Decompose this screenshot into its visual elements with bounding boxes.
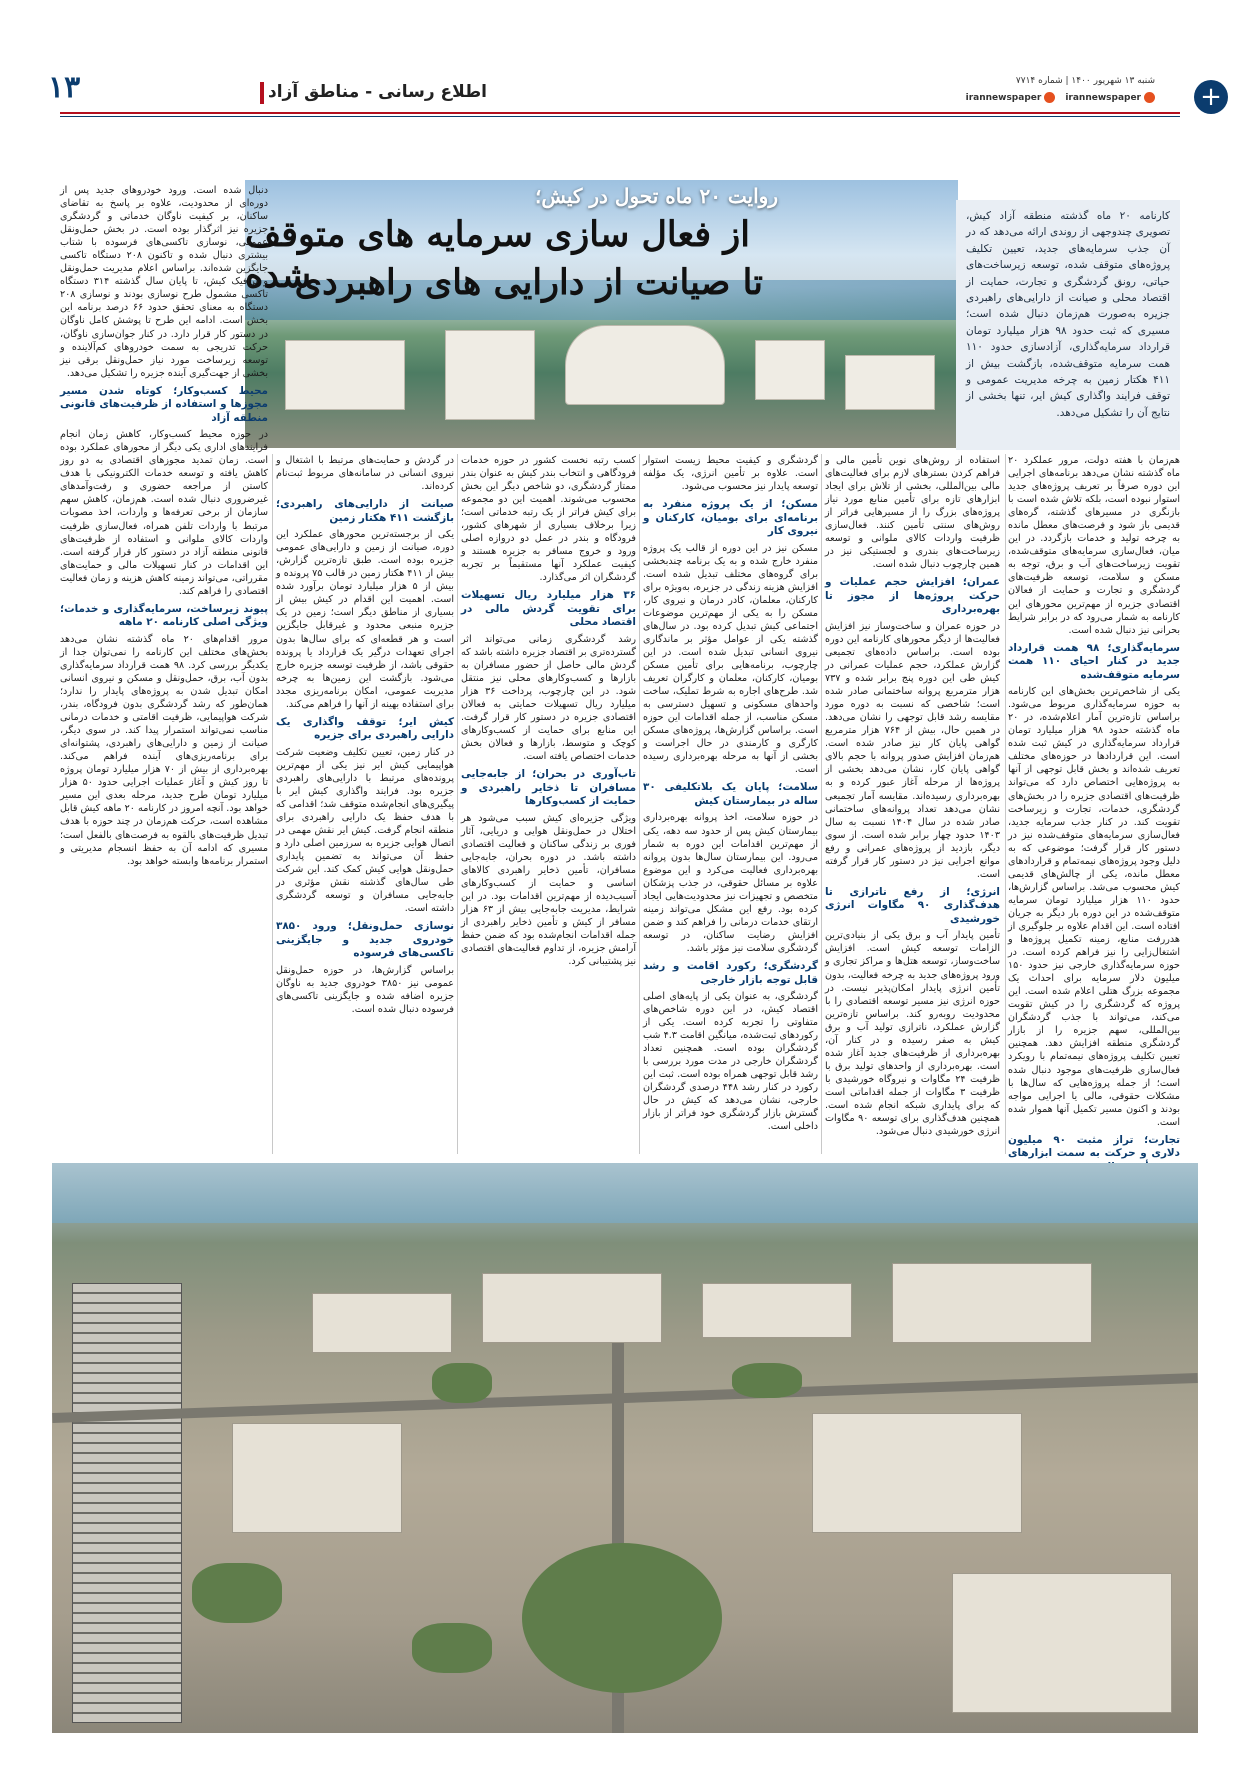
header-rule-blue <box>60 116 1180 117</box>
subheading: انرژی؛ از رفع ناترازی تا هدف‌گذاری ۹۰ مگاوات انرژی خورشیدی <box>825 885 1000 925</box>
paragraph: در گردش و حمایت‌های مرتبط با اشتغال و نیروی انسانی در سامانه‌های مربوط ثبت‌نام کرده‌اند. <box>276 455 454 493</box>
paragraph: مرور اقدام‌های ۲۰ ماه گذشته نشان می‌دهد بخش‌های مختلف این کارنامه را نمی‌توان جدا از یکدیگر بررسی کرد. ۹۸ همت قرارداد سرمایه‌گذاری بدون آب، برق، حمل‌ونقل و مسکن و نیروی انسانی امکان تبدیل شدن به پروژه‌های پایدار را ندارد؛ همان‌طور که رشد گردشگری بدون فرودگاه، بندر، شرکت هواپیمایی، ظرفیت اقامتی و خدمات درمانی مناسب نمی‌تواند استمرار پیدا کند. در سوی دیگر، صیانت از زمین و دارایی‌های راهبردی، پشتوانه‌ای برای برنامه‌ریزی‌های آینده فراهم می‌کند. بهره‌برداری از بیش از ۷۰ هزار میلیارد تومان پروژه تا روز کیش و آغاز عملیات اجرایی حدود ۵۰ هزار میلیارد تومان طرح جدید، مرحله بعدی این مسیر خواهد بود. آنچه امروز در کارنامه ۲۰ ماهه کیش قابل مشاهده است، حرکت هم‌زمان در چند حوزه با هدف تبدیل ظرفیت‌های بالقوه به فرصت‌های بالفعل است؛ مسیری که ادامه آن به حفظ انسجام مدیریتی و استمرار برنامه‌ها وابسته خواهد بود. <box>60 633 269 867</box>
hero-building <box>285 340 405 410</box>
paragraph: هم‌زمان با هفته دولت، مرور عملکرد ۲۰ ماه گذشته نشان می‌دهد برنامه‌های اجرایی این دوره صرفاً بر تعریف پروژه‌های جدید استوار نبوده است، بلکه تلاش شده است با بازنگری در مسیرهای گذشته، گره‌های قدیمی باز شود و فرصت‌های معطل مانده به چرخه تولید و خدمات بازگردد. در این میان، فعال‌سازی سرمایه‌های متوقف‌شده، تقویت زیرساخت‌های آب و برق، توجه به مسکن و سلامت، توسعه ظرفیت‌های گردشگری و تجارت و حمایت از فعالان اقتصادی جزیره از مهم‌ترین محورهای این کارنامه به شمار می‌رود که در برابر شرایط بحرانی نیز دنبال شده است. <box>1008 455 1180 636</box>
city-aerial-photo <box>52 1163 1198 1733</box>
article-column-4 <box>461 454 636 1154</box>
city-block <box>952 1573 1172 1713</box>
paragraph: در حوزه عمران و ساخت‌وساز نیز افزایش فعالیت‌ها از دیگر محورهای کارنامه این دوره بوده است. براساس داده‌های تجمیعی گزارش عملکرد، حجم عملیات عمرانی در کیش طی این دوره پنج برابر شده و ۷۳۷ هزار مترمربع پروانه ساختمانی صادر شده است؛ شاخصی که نسبت به دوره مورد مقایسه رشد قابل توجهی را نشان می‌دهد. در همین حال، بیش از ۷۶۴ هزار مترمربع گواهی پایان کار نیز صادر شده است. هم‌زمان افزایش صدور پروانه با حجم بالای گواهی پایان کار، نشان می‌دهد بخشی از پروژه‌ها از مرحله آغاز عبور کرده و به بهره‌برداری رسیده‌اند. مقایسه آمار تجمیعی نشان می‌دهد تعداد پروانه‌های ساختمانی صادر شده در سال ۱۴۰۴ نسبت به سال ۱۴۰۳ حدود چهار برابر شده است. از سوی دیگر، بازدید از پروژه‌های عمرانی و رفع موانع اجرایی نیز در دستور کار قرار گرفته است. <box>825 620 1000 880</box>
city-block <box>482 1273 662 1343</box>
subheading: گردشگری؛ رکورد اقامت و رشد قابل توجه بازار خارجی <box>643 960 818 986</box>
hero-building <box>845 355 935 410</box>
paragraph: در حوزه سلامت، اخذ پروانه بهره‌برداری بیمارستان کیش پس از حدود سه دهه، یکی از مهم‌ترین اقدامات این دوره به شمار می‌رود. این بیمارستان سال‌ها بدون پروانه بهره‌برداری فعالیت می‌کرد و این موضوع علاوه بر مسائل حقوقی، در جذب پزشکان متخصص و تجهیزات نیز محدودیت‌هایی ایجاد کرده بود. رفع این مشکل می‌تواند زمینه ارتقای خدمات درمانی را فراهم کند و ضمن افزایش رضایت ساکنان، در توسعه گردشگری سلامت نیز مؤثر باشد. <box>643 812 818 954</box>
tree-cluster <box>192 1563 282 1623</box>
article-column-3 <box>643 454 818 1154</box>
city-block <box>232 1423 402 1533</box>
paragraph: دنبال شده است. ورود خودروهای جدید پس از دوره‌ای از محدودیت، علاوه بر پاسخ به تقاضای ساکنان، بر کیفیت ناوگان خدماتی و گردشگری جزیره نیز اثرگذار بوده است. در بخش حمل‌ونقل عمومی، نوسازی تاکسی‌های فرسوده با شتاب بیشتری دنبال شده و تاکنون ۲۰۸ دستگاه تاکسی جایگزین شده‌اند. براساس اعلام مدیریت حمل‌ونقل و ترافیک کیش، تا پایان سال گذشته ۳۱۴ دستگاه تاکسی مشمول طرح نوسازی بودند و نوسازی ۲۰۸ دستگاه به معنای تحقق حدود ۶۶ درصد برنامه این بخش است. ادامه این طرح تا پوشش کامل ناوگان در دستور کار قرار دارد. در کنار جوان‌سازی ناوگان، حرکت تدریجی به سمت خودروهای کم‌آلاینده و توسعه زیرساخت مورد نیاز حمل‌ونقل برقی نیز بخشی از جهت‌گیری آینده جزیره را تشکیل می‌دهد. <box>60 185 269 379</box>
article-kicker: روایت ۲۰ ماه تحول در کیش؛ <box>535 184 778 208</box>
subheading: محیط کسب‌وکار؛ کوتاه شدن مسیر مجوزها و استفاده از ظرفیت‌های قانونی منطقه آزاد <box>60 384 268 424</box>
article-title-line1: از فعال سازی سرمایه های متوقف شده <box>245 214 750 296</box>
instagram-icon <box>1144 92 1155 103</box>
subheading: تجارت؛ تراز مثبت ۹۰ میلیون دلاری و حرکت به سمت ابزارهای <box>1008 1133 1180 1160</box>
city-block <box>312 1293 452 1353</box>
paragraph: رشد گردشگری زمانی می‌تواند اثر گسترده‌تری بر اقتصاد جزیره داشته باشد که گردش مالی حاصل از حضور مسافران به بازارها و کسب‌وکارهای محلی نیز منتقل شود. در این چارچوب، پرداخت ۳۶ هزار میلیارد ریال تسهیلات حمایتی به فعالان اقتصادی جزیره در دستور کار قرار گرفت. این منابع برای حمایت از کسب‌وکارهای کوچک و متوسط، بازارها و فعالان بخش خدمات اختصاص یافته است. <box>461 633 636 763</box>
paragraph: استفاده از روش‌های نوین تأمین مالی و فراهم کردن بسترهای لازم برای فعالیت‌های مالی بین‌المللی، بخشی از تلاش برای ایجاد ابزارهای تازه برای تأمین منابع مورد نیاز پروژه‌های بزرگ را از مسیرهایی فراتر از روش‌های سنتی تأمین کنند. فعال‌سازی ظرفیت واردات کالای ملوانی و توسعه زیرساخت‌های بندری و لجستیکی نیز در همین چارچوب دنبال شده است. <box>825 455 1000 571</box>
city-block <box>812 1413 1022 1533</box>
paragraph: مسکن نیز در این دوره از قالب یک پروژه منفرد خارج شده و به یک برنامه چندبخشی برای گروه‌های مختلف تبدیل شده است. افزایش هزینه زندگی در جزیره، به‌ویژه برای کارکنان، معلمان، کادر درمان و نیروی کار، مسکن را به یکی از مهم‌ترین موضوعات اجتماعی کیش تبدیل کرده بود. در سال‌های گذشته یکی از عوامل مؤثر بر ماندگاری نیروی انسانی تبدیل شده است. در این چارچوب، برنامه‌هایی برای تأمین مسکن بومیان، کارکنان، معلمان و کارگران تعریف شد. طرح‌های اجاره به شرط تملیک، ساخت واحدهای مسکونی و تسهیل دسترسی به مسکن مناسب، از جمله اقدامات این حوزه است. براساس گزارش‌ها، پروژه‌های مسکن کارگری و کارمندی در حال اجراست و بخشی از آنها به مرحله بهره‌برداری رسیده است. <box>643 542 818 776</box>
paragraph: یکی از شاخص‌ترین بخش‌های این کارنامه به حوزه سرمایه‌گذاری مربوط می‌شود. براساس تازه‌ترین آمار اعلام‌شده، در ۲۰ ماه گذشته حدود ۹۸ هزار میلیارد تومان قرارداد سرمایه‌گذاری در کیش ثبت شده است. این قراردادها در حوزه‌های مختلف تعریف شده‌اند و بخش قابل توجهی از آنها به پروژه‌هایی اختصاص دارد که می‌تواند ظرفیت‌های اقتصادی جزیره را در بخش‌های گردشگری، خدمات، تجارت و زیرساخت تقویت کند. در کنار جذب سرمایه جدید، فعال‌سازی سرمایه‌های متوقف‌شده نیز در دستور کار قرار گرفت؛ موضوعی که به دلیل وجود پروژه‌های نیمه‌تمام و قراردادهای معطل مانده، یکی از چالش‌های قدیمی کیش محسوب می‌شد. براساس گزارش‌ها، حدود ۱۱۰ هزار میلیارد تومان سرمایه متوقف‌شده در این دوره بار دیگر به جریان افتاده است. این اقدام علاوه بر جلوگیری از هدررفت منابع، زمینه تکمیل پروژه‌ها و اشتغال‌زایی را نیز فراهم کرده است. در حوزه سرمایه‌گذاری خارجی نیز حدود ۱۵۰ میلیون دلار سرمایه برای احداث یک مجموعه بزرگ هتلی اعلام شده است. این پروژه که گردشگری را در کیش تقویت می‌کند، می‌تواند با جذب گردشگران بین‌المللی، سهم جزیره را از بازار گردشگری منطقه افزایش دهد. همچنین تعیین تکلیف پروژه‌های نیمه‌تمام با رویکرد فعال‌سازی ظرفیت‌های موجود دنبال شده است؛ از جمله پروژه‌هایی که سال‌ها با مشکلات حقوقی، مالی یا اجرایی مواجه بودند و اکنون مسیر تکمیل آنها هموار شده است. <box>1008 686 1181 1128</box>
social-handle-1[interactable]: irannewspaper <box>1065 92 1155 103</box>
paragraph: کسب رتبه نخست کشور در حوزه خدمات فرودگاهی و انتخاب بندر کیش به عنوان بندر ممتاز گردشگری، دو شاخص دیگر این بخش محسوب می‌شوند. اهمیت این دو مجموعه برای کیش فراتر از یک رتبه خدماتی است؛ زیرا برخلاف بسیاری از شهرهای کشور، فرودگاه و بندر در عمل دو دروازه اصلی ورود و خروج مسافر به جزیره هستند و کیفیت عملکرد آنها مستقیماً بر تجربه گردشگران اثر می‌گذارد. <box>461 455 636 584</box>
subheading: کیش ایر؛ توقف واگذاری یک دارایی راهبردی برای جزیره <box>276 715 454 742</box>
city-block <box>702 1283 852 1338</box>
article-column-1 <box>1008 454 1181 1160</box>
city-road <box>52 1373 1198 1423</box>
tree-cluster <box>732 1363 802 1398</box>
paragraph: براساس گزارش‌ها، در حوزه حمل‌ونقل عمومی نیز ۳۸۵۰ خودروی جدید به ناوگان جزیره اضافه شده و جایگزینی تاکسی‌های فرسوده دنبال شده است. <box>276 964 454 1016</box>
header-rule-red <box>60 112 1180 114</box>
section-title: اطلاع رسانی - مناطق آزاد <box>268 82 487 102</box>
column-divider <box>272 454 273 1154</box>
hero-photo <box>245 180 958 448</box>
paragraph: ویژگی جزیره‌ای کیش سبب می‌شود هر اختلال در حمل‌ونقل هوایی و دریایی، آثار فوری بر زندگی ساکنان و فعالیت اقتصادی داشته باشد. در دوره بحران، جابه‌جایی مسافران، تأمین ذخایر راهبردی کالاهای اساسی و حمایت از کسب‌وکارهای آسیب‌دیده از مهم‌ترین اقدامات بود. در این شرایط، مدیریت جابه‌جایی بیش از ۶۳ هزار مسافر از کیش و تأمین ذخایر راهبردی از جمله اقدامات انجام‌شده بود که ضمن حفظ آرامش جزیره، از تداوم فعالیت‌های اقتصادی نیز پشتیبانی کرد. <box>461 812 636 968</box>
paragraph: یکی از برجسته‌ترین محورهای عملکرد این دوره، صیانت از زمین و دارایی‌های عمومی جزیره بوده است. طبق تازه‌ترین گزارش، بیش از ۴۱۱ هکتار زمین در قالب ۷۵ پرونده و بیش از ۵ هزار میلیارد تومان برآورد شده است. اهمیت این اقدام در کیش بیش از بسیاری از مناطق دیگر است؛ زمین در یک جزیره منبعی محدود و غیرقابل جایگزین است و هر قطعه‌ای که برای سال‌ها بدون اجرای تعهدات درگیر یک قرارداد یا پرونده حقوقی باشد، از ظرفیت توسعه جزیره خارج می‌شود. بازگشت این زمین‌ها به چرخه مدیریت عمومی، امکان برنامه‌ریزی مجدد برای استفاده بهینه از آنها را فراهم می‌کند. <box>276 529 454 710</box>
article-title-line2: تا صیانت از دارایی های راهبردی <box>294 262 763 303</box>
subheading: مسکن؛ از یک پروژه منفرد به برنامه‌ای برای بومیان، کارکنان و نیروی کار <box>643 498 818 538</box>
subheading: پیوند زیرساخت، سرمایه‌گذاری و خدمات؛ ویژگی اصلی کارنامه ۲۰ ماهه <box>60 602 268 629</box>
column-divider <box>457 454 458 1154</box>
subheading: نوسازی حمل‌ونقل؛ ورود ۳۸۵۰ خودروی جدید و جایگزینی تاکسی‌های فرسوده <box>276 920 454 960</box>
paragraph: در کنار زمین، تعیین تکلیف وضعیت شرکت هواپیمایی کیش ایر نیز یکی از مهم‌ترین پرونده‌های مرتبط با دارایی‌های راهبردی جزیره بود. فرایند واگذاری کیش ایر با پیگیری‌های انجام‌شده متوقف شد؛ اقدامی که با هدف حفظ یک دارایی راهبردی برای منطقه انجام گرفت. کیش ایر نقش مهمی در اتصال هوایی جزیره به سرزمین اصلی دارد و حفظ آن می‌تواند به تضمین پایداری حمل‌ونقل هوایی کیش کمک کند. این شرکت طی سال‌های گذشته نقش مؤثری در جابه‌جایی مسافران و توسعه گردشگری داشته است. <box>276 746 454 915</box>
column-divider <box>1005 454 1006 1154</box>
paragraph: گردشگری و کیفیت محیط زیست استوار است. علاوه بر تأمین انرژی، یک مؤلفه توسعه پایدار نیز محسوب می‌شود. <box>643 455 818 493</box>
column-divider <box>821 454 822 1154</box>
section-accent-bar <box>260 82 264 104</box>
hero-building <box>755 340 825 400</box>
hero-building <box>565 325 725 405</box>
paragraph: تأمین پایدار آب و برق یکی از بنیادی‌ترین الزامات توسعه کیش است. افزایش ساخت‌وساز، توسعه هتل‌ها و مراکز تجاری و ورود پروژه‌های جدید به چرخه فعالیت، بدون تأمین انرژی پایدار امکان‌پذیر نیست. در حوزه انرژی نیز مسیر توسعه اقتصادی را با محدودیت روبه‌رو کند. براساس تازه‌ترین گزارش عملکرد، ناترازی تولید آب و برق کیش به صفر رسیده و در کنار آن، بهره‌برداری از ظرفیت‌های جدید آغاز شده است. بهره‌برداری از واحدهای تولید برق با ظرفیت ۲۴ مگاوات و نیروگاه خورشیدی با ظرفیت ۳ مگاوات از جمله اقداماتی است که برای پایداری شبکه انجام شده است. همچنین هدف‌گذاری برای توسعه ۹۰ مگاوات انرژی خورشیدی دنبال می‌شود. <box>825 930 1000 1138</box>
subheading: ۳۶ هزار میلیارد ریال تسهیلات برای تقویت گردش مالی در اقتصاد محلی <box>461 589 636 629</box>
paragraph: در حوزه محیط کسب‌وکار، کاهش زمان انجام فرایندهای اداری یکی دیگر از محورهای عملکرد بوده است. زمان تمدید مجوزهای اقتصادی به دو روز کاهش یافته و توسعه خدمات الکترونیکی با هدف کاستن از مراجعه حضوری و رفت‌وآمدهای غیرضروری دنبال شده است. هم‌زمان، کاهش سهم سازمان از برخی تعرفه‌ها و واردات، اخذ مصوبات مرتبط با واردات تلفن همراه، فعال‌سازی ظرفیت واردات کالای ملوانی و استفاده از ظرفیت‌های قانونی منطقه آزاد در دستور کار قرار گرفته است. این اقدامات در کنار تسهیلات مالی و حمایت‌های مقرراتی، می‌تواند زمینه کاهش هزینه و زمان فعالیت اقتصادی را فراهم کند. <box>60 429 268 597</box>
subheading: سلامت؛ پایان یک بلاتکلیفی ۳۰ ساله در بیمارستان کیش <box>643 781 818 807</box>
paragraph: گردشگری، به عنوان یکی از پایه‌های اصلی اقتصاد کیش، در این دوره شاخص‌های متفاوتی را تجربه کرده است. یکی از رکوردهای ثبت‌شده، میانگین اقامت ۴.۳ شب گردشگران بوده است. همچنین تعداد گردشگران خارجی در مدت مورد بررسی با رشد قابل توجهی همراه بوده است. ثبت این رکورد در کنار رشد ۴۴۸ درصدی گردشگران خارجی، نشان می‌دهد که کیش در حال گسترش بازار گردشگری خود فراتر از بازار داخلی است. <box>643 991 819 1133</box>
article-column-5 <box>276 454 454 1154</box>
article-column-2 <box>825 454 1000 1154</box>
subheading: تاب‌آوری در بحران؛ از جابه‌جایی مسافران تا ذخایر راهبردی و حمایت از کسب‌وکارها <box>461 768 636 808</box>
subheading: سرمایه‌گذاری؛ ۹۸ همت قرارداد جدید در کنار احیای ۱۱۰ همت سرمایه متوقف‌شده <box>1008 641 1180 681</box>
social-handles <box>966 92 1155 103</box>
hero-building <box>445 330 535 420</box>
column-divider <box>639 454 640 1154</box>
city-sea <box>52 1163 1198 1223</box>
roundabout <box>522 1543 722 1693</box>
newspaper-logo-icon: + <box>1194 80 1228 114</box>
subheading: صیانت از دارایی‌های راهبردی؛ بازگشت ۴۱۱ هکتار زمین <box>276 498 454 524</box>
article-lead: کارنامه ۲۰ ماه گذشته منطقه آزاد کیش، تصویری چندوجهی از روندی ارائه می‌دهد که در آن جذب سرمایه‌های جدید، تعیین تکلیف پروژه‌های متوقف شده، توسعه زیرساخت‌های حیاتی، رونق گردشگری و تجارت، حمایت از اقتصاد محلی و صیانت از دارایی‌های راهبردی جزیره به‌صورت هم‌زمان دنبال شده است؛ مسیری که ثبت حدود ۹۸ هزار میلیارد تومان قرارداد سرمایه‌گذاری، آزادسازی حدود ۱۱۰ همت سرمایه متوقف‌شده، بازگشت بیش از ۴۱۱ هکتار زمین به چرخه مدیریت عمومی و توقف فرایند واگذاری کیش ایر، تنها بخشی از نتایج آن را تشکیل می‌دهد. <box>956 200 1180 450</box>
page-number: ۱۳ <box>48 70 81 105</box>
issue-info: شنبه ۱۳ شهریور ۱۴۰۰ | شماره ۷۷۱۴ <box>1015 76 1155 86</box>
tree-cluster <box>412 1623 492 1673</box>
subheading: عمران؛ افزایش حجم عملیات و حرکت پروژه‌ها از مجوز تا بهره‌برداری <box>825 576 1000 616</box>
tree-cluster <box>432 1363 492 1403</box>
city-block <box>892 1263 1092 1343</box>
social-handle-2[interactable]: irannewspaper <box>966 92 1056 103</box>
page-header <box>0 62 1250 126</box>
article-column-6 <box>60 184 268 1154</box>
telegram-icon <box>1044 92 1055 103</box>
tower-under-construction <box>72 1283 182 1723</box>
